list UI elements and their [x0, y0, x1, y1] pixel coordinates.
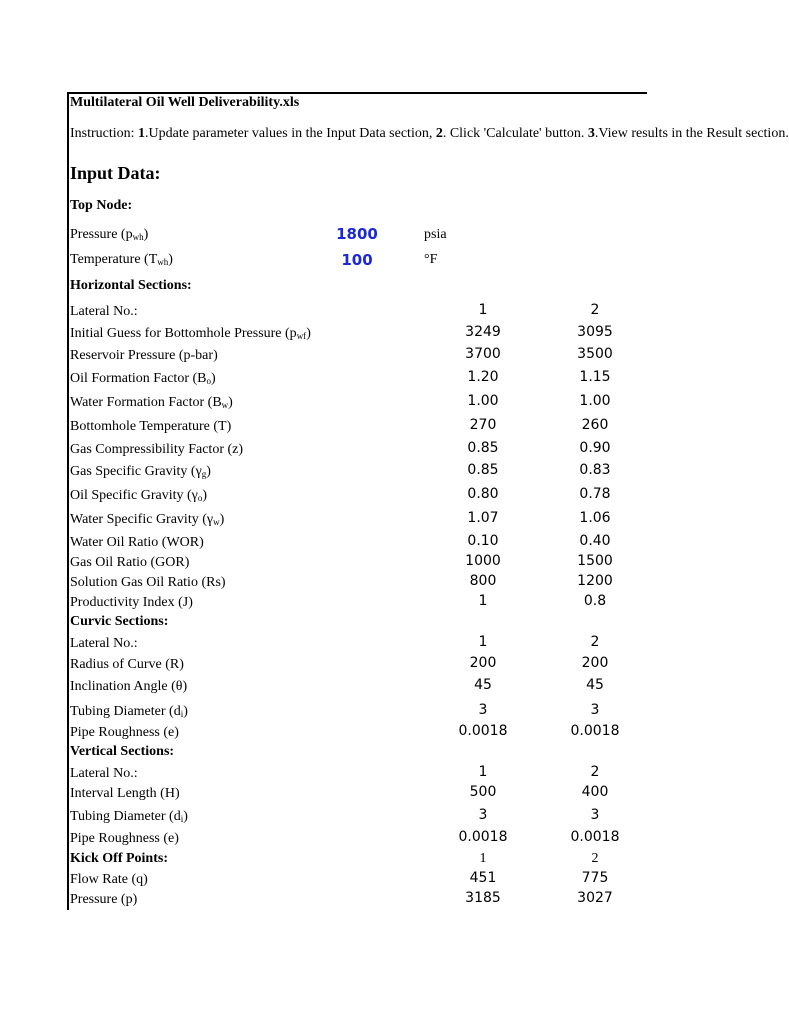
horizontal-row-value-lateral-2: 260: [581, 417, 609, 433]
instruction-step-2-text: . Click 'Calculate' button.: [442, 126, 588, 141]
curvic-row-label: Inclination Angle (θ): [70, 679, 188, 694]
vertical-row-value-lateral-1: 0.0018: [458, 829, 508, 845]
horizontal-row-label: Water Formation Factor $(B_w)$: [70, 395, 233, 410]
curvic-row-value-lateral-1: 3: [478, 702, 488, 718]
pressure-label: Pressure $(p_{wh})$: [70, 227, 149, 242]
horizontal-row-label: Water Oil Ratio (WOR): [70, 535, 204, 550]
horizontal-row-value-lateral-1: 270: [469, 417, 497, 433]
pressure-input-value[interactable]: 1800: [336, 225, 378, 243]
instruction-step-3-text: .View results in the Result section.: [594, 126, 789, 141]
vertical-sections-heading: Vertical Sections:: [70, 744, 175, 759]
vertical-row-label: Pipe Roughness (e): [70, 831, 179, 846]
vertical-row-label: Lateral No.:: [70, 766, 138, 781]
curvic-row-value-lateral-1: 1: [478, 634, 488, 650]
horizontal-row-value-lateral-2: 1.15: [579, 369, 611, 385]
instruction-step-1-text: .Update parameter values in the Input Data section,: [145, 126, 436, 141]
horizontal-row-label: Bottomhole Temperature (T): [70, 419, 232, 434]
horizontal-row-value-lateral-2: 3095: [577, 324, 613, 340]
kickoff-row-value-lateral-2: 3027: [577, 890, 613, 906]
vertical-row-value-lateral-1: 500: [469, 784, 497, 800]
kickoff-row-label: Flow Rate (q): [70, 872, 148, 887]
kickoff-row-value-lateral-1: 451: [469, 870, 497, 886]
horizontal-row-value-lateral-1: 3249: [465, 324, 501, 340]
horizontal-row-label: Reservoir Pressure (p-bar): [70, 348, 218, 363]
curvic-row-value-lateral-2: 2: [590, 634, 600, 650]
horizontal-row-value-lateral-1: 1000: [465, 553, 501, 569]
curvic-row-label: Lateral No.:: [70, 636, 138, 651]
kickoff-row-label: Pressure (p): [70, 892, 138, 907]
kick-off-points-heading: Kick Off Points:: [70, 851, 168, 866]
horizontal-row-value-lateral-1: 1: [478, 302, 488, 318]
horizontal-row-value-lateral-1: 0.10: [467, 533, 499, 549]
input-data-heading: Input Data:: [70, 163, 161, 183]
kickoff-row-value-lateral-1: 3185: [465, 890, 501, 906]
horizontal-row-value-lateral-2: 1500: [577, 553, 613, 569]
curvic-row-value-lateral-2: 45: [586, 677, 604, 693]
horizontal-row-value-lateral-1: 1.07: [467, 510, 499, 526]
kickoff-row-value-lateral-2: 775: [581, 870, 609, 886]
vertical-row-value-lateral-2: 0.0018: [570, 829, 620, 845]
instruction-prefix: Instruction:: [70, 126, 139, 141]
horizontal-row-label: Oil Specific Gravity $(\gamma_o)$: [70, 488, 208, 503]
curvic-row-label: Pipe Roughness (e): [70, 725, 179, 740]
vertical-row-value-lateral-2: 400: [581, 784, 609, 800]
curvic-row-value-lateral-2: 200: [581, 655, 609, 671]
horizontal-sections-heading: Horizontal Sections:: [70, 278, 192, 293]
top-node-heading: Top Node:: [70, 198, 133, 213]
horizontal-row-label: Solution Gas Oil Ratio (Rs): [70, 575, 226, 590]
horizontal-row-value-lateral-2: 0.40: [579, 533, 611, 549]
kickoff-lateral-2: 2: [591, 851, 599, 866]
curvic-row-label: Tubing Diameter $(d_i)$: [70, 704, 188, 719]
horizontal-row-value-lateral-2: 1.06: [579, 510, 611, 526]
horizontal-row-value-lateral-1: 0.80: [467, 486, 499, 502]
instruction-step-2: 2: [435, 126, 443, 141]
sheet-title: Multilateral Oil Well Deliverability.xls: [70, 95, 300, 110]
horizontal-row-value-lateral-1: 3700: [465, 346, 501, 362]
curvic-row-value-lateral-1: 200: [469, 655, 497, 671]
horizontal-row-value-lateral-2: 0.78: [579, 486, 611, 502]
horizontal-row-label: Water Specific Gravity $(\gamma_w)$: [70, 512, 225, 527]
curvic-sections-heading: Curvic Sections:: [70, 614, 169, 629]
horizontal-row-value-lateral-2: 0.8: [583, 593, 607, 609]
horizontal-row-label: Gas Specific Gravity $(\gamma_g)$: [70, 464, 211, 479]
sheet-left-border: [67, 92, 69, 910]
curvic-row-label: Radius of Curve (R): [70, 657, 184, 672]
temperature-unit: °F: [424, 252, 438, 267]
vertical-row-value-lateral-1: 3: [478, 807, 488, 823]
horizontal-row-value-lateral-1: 1: [478, 593, 488, 609]
vertical-row-label: Interval Length (H): [70, 786, 180, 801]
horizontal-row-value-lateral-2: 3500: [577, 346, 613, 362]
temperature-input-value[interactable]: 100: [341, 251, 373, 269]
vertical-row-value-lateral-2: 3: [590, 807, 600, 823]
horizontal-row-label: Gas Oil Ratio (GOR): [70, 555, 190, 570]
temperature-label: Temperature $(T_{wh})$: [70, 252, 173, 267]
instruction-step-1: 1: [138, 126, 146, 141]
curvic-row-value-lateral-2: 0.0018: [570, 723, 620, 739]
horizontal-row-value-lateral-2: 2: [590, 302, 600, 318]
horizontal-row-value-lateral-1: 0.85: [467, 440, 499, 456]
horizontal-row-value-lateral-2: 0.90: [579, 440, 611, 456]
vertical-row-label: Tubing Diameter $(d_i)$: [70, 809, 188, 824]
curvic-row-value-lateral-1: 45: [474, 677, 492, 693]
kickoff-lateral-1: 1: [479, 851, 487, 866]
instruction-step-3: 3: [587, 126, 595, 141]
horizontal-row-value-lateral-2: 1.00: [579, 393, 611, 409]
pressure-unit: psia: [424, 227, 447, 242]
horizontal-row-value-lateral-1: 1.00: [467, 393, 499, 409]
horizontal-row-value-lateral-2: 1200: [577, 573, 613, 589]
horizontal-row-label: Initial Guess for Bottomhole Pressure $(p_{wf})$: [70, 326, 311, 341]
horizontal-row-value-lateral-2: 0.83: [579, 462, 611, 478]
instruction-text: [70, 126, 789, 142]
horizontal-row-value-lateral-1: 800: [469, 573, 497, 589]
horizontal-row-label: Gas Compressibility Factor (z): [70, 442, 244, 457]
curvic-row-value-lateral-1: 0.0018: [458, 723, 508, 739]
horizontal-row-value-lateral-1: 1.20: [467, 369, 499, 385]
horizontal-row-label: Lateral No.:: [70, 304, 138, 319]
vertical-row-value-lateral-2: 2: [590, 764, 600, 780]
sheet-top-border: [67, 92, 647, 94]
curvic-row-value-lateral-2: 3: [590, 702, 600, 718]
horizontal-row-value-lateral-1: 0.85: [467, 462, 499, 478]
horizontal-row-label: Productivity Index (J): [70, 595, 193, 610]
vertical-row-value-lateral-1: 1: [478, 764, 488, 780]
horizontal-row-label: Oil Formation Factor $(B_o)$: [70, 371, 216, 386]
